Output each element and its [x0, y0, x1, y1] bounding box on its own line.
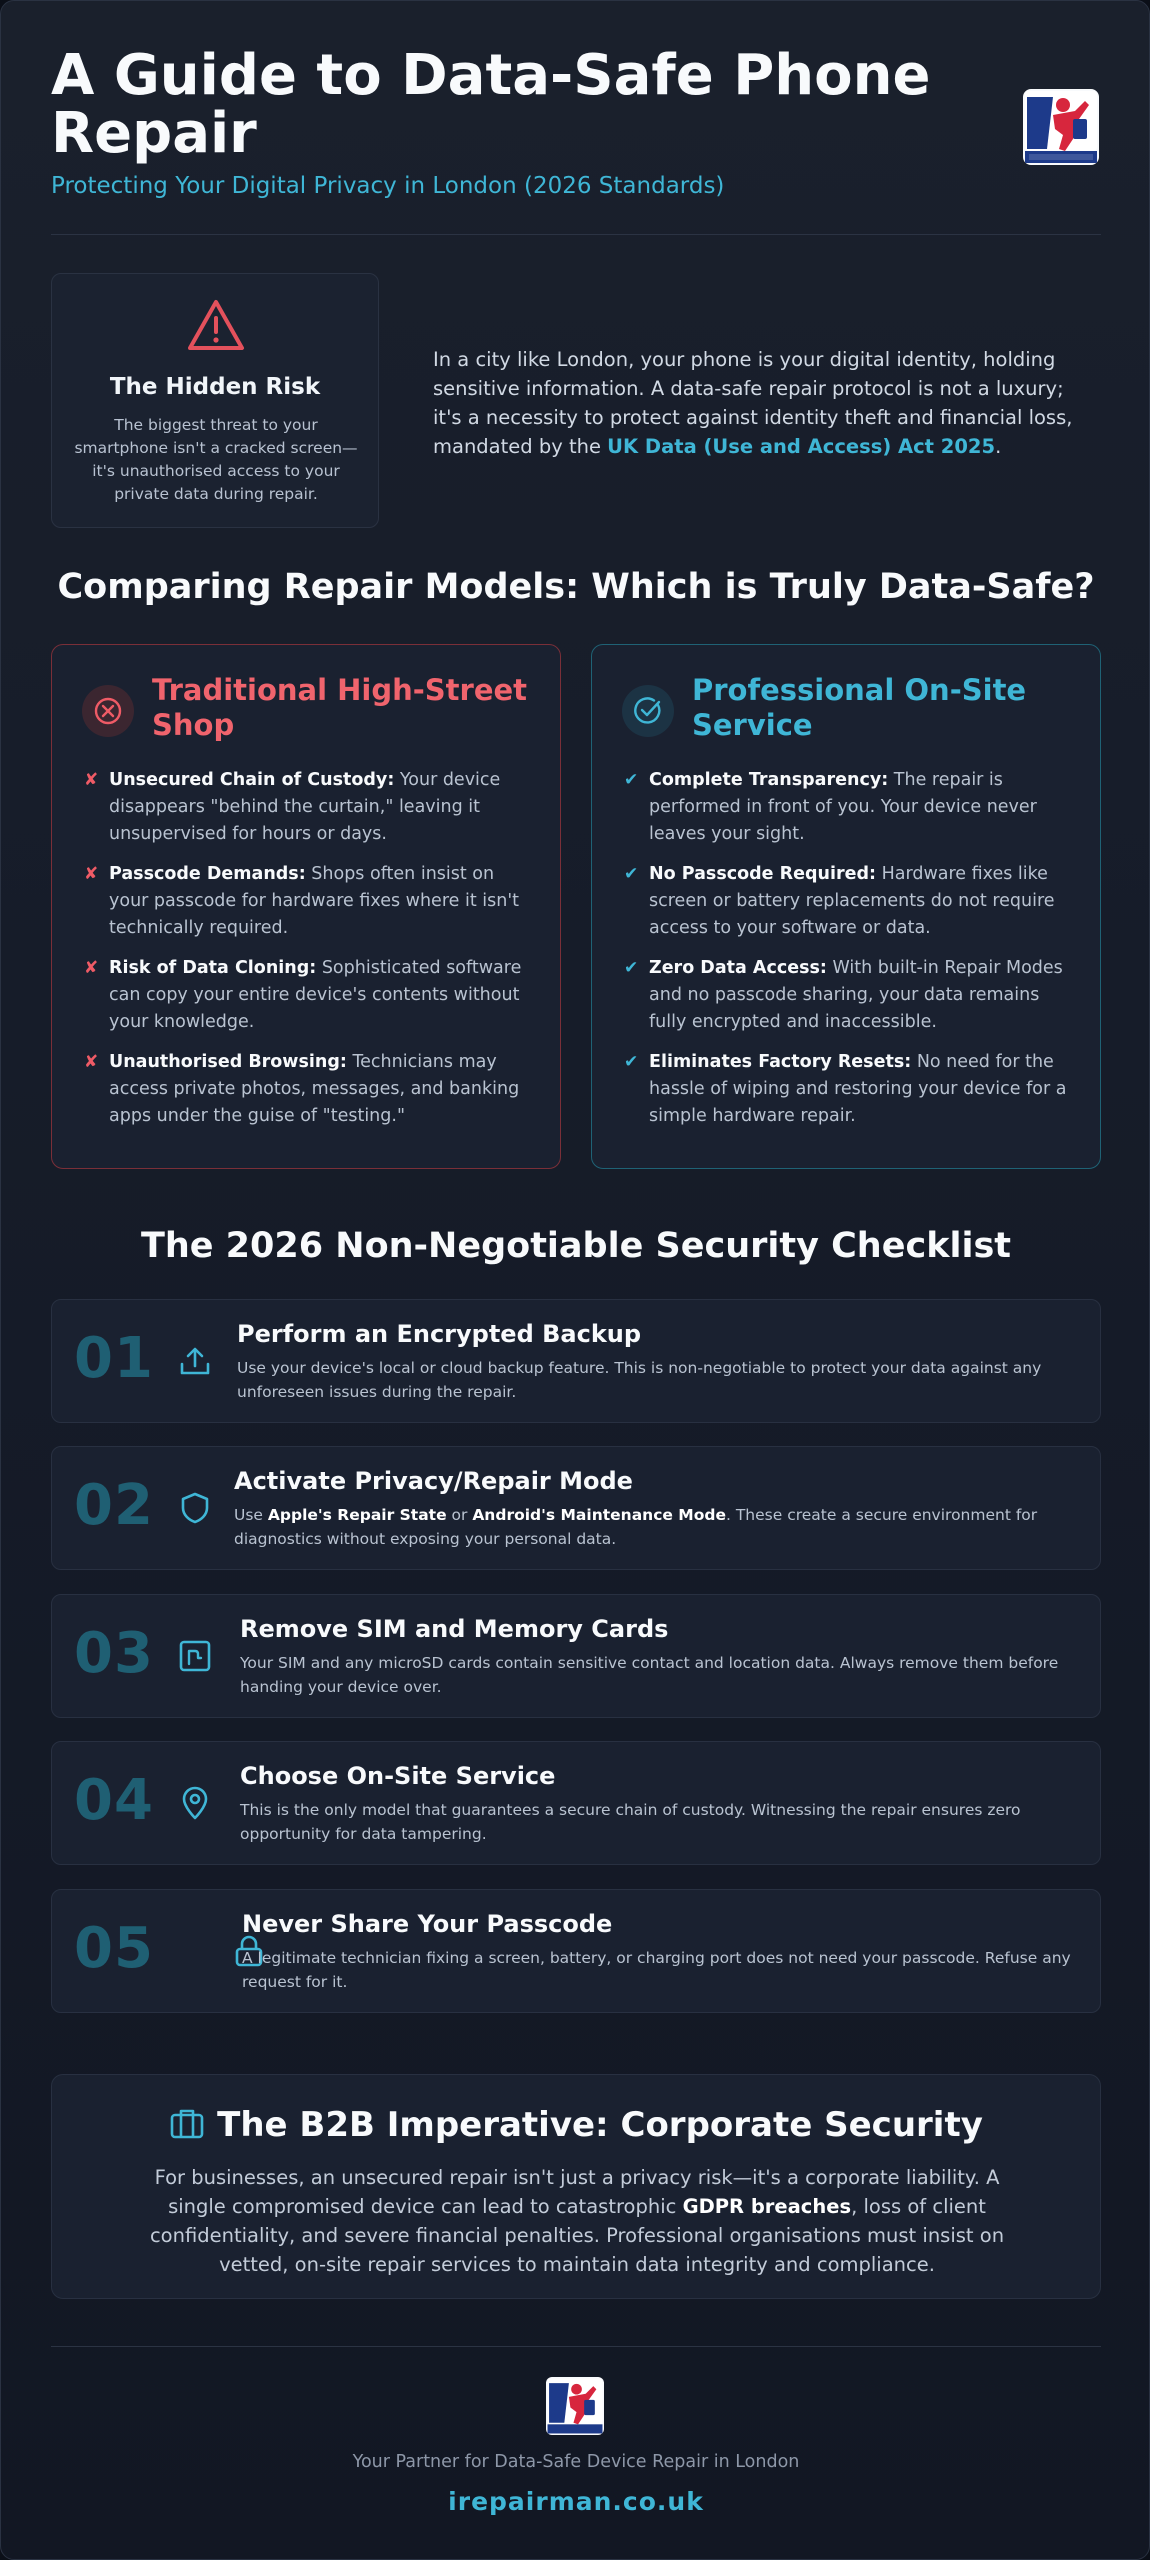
traditional-shop-title: Traditional High-Street Shop	[152, 673, 528, 742]
b2b-text-part: For businesses, an unsecured repair isn't just a privacy risk—it's a corporate liability. A single compromised device can lead to catastrophic	[154, 2166, 1000, 2218]
cross-mark-icon: ✘	[84, 770, 99, 790]
checklist-step-2	[51, 1446, 1101, 1570]
check-mark-icon: ✔	[624, 958, 639, 978]
traditional-shop-card	[51, 644, 561, 1169]
list-item	[84, 861, 534, 942]
list-item	[624, 1049, 1074, 1130]
footer-tagline: Your Partner for Data-Safe Device Repair in London	[352, 2452, 800, 2472]
list-item	[624, 767, 1074, 848]
cross-mark-icon: ✘	[84, 958, 99, 978]
shield-icon	[176, 1489, 214, 1527]
page-title: A Guide to Data-Safe Phone Repair	[51, 43, 931, 166]
desc-bold: Android's Maintenance Mode	[472, 1506, 726, 1524]
b2b-text	[142, 2163, 1012, 2279]
step-number: 05	[74, 1916, 154, 1981]
warning-triangle-icon	[186, 298, 246, 358]
act-highlight: UK Data (Use and Access) Act 2025	[607, 435, 996, 458]
b2b-title: The B2B Imperative: Corporate Security	[217, 2105, 983, 2145]
hidden-risk-text: The biggest threat to your smartphone isn't a cracked screen—it's unauthorised access to your private data during repair.	[74, 416, 358, 503]
website-link[interactable]: irepairman.co.uk	[448, 2487, 704, 2516]
checklist-heading: The 2026 Non-Negotiable Security Checklist	[140, 1226, 1012, 1266]
desc-part: . These create a secure environment for diagnostics without exposing your personal data.	[234, 1506, 1038, 1548]
footer-divider	[51, 2346, 1101, 2347]
circle-check-icon	[622, 685, 674, 737]
list-item	[624, 861, 1074, 942]
sim-card-icon	[176, 1637, 214, 1675]
item-label: Passcode Demands:	[109, 864, 306, 884]
item-text: Your device disappears "behind the curtain," leaving it unsupervised for hours or days.	[109, 770, 501, 844]
gdpr-highlight: GDPR breaches	[682, 2195, 852, 2218]
b2b-card	[51, 2074, 1101, 2299]
checklist-step-3	[51, 1594, 1101, 1718]
intro-text: In a city like London, your phone is your digital identity, holding sensitive information. A data-safe repair protocol is not a luxury; it's a necessity to protect against identity theft and financial loss, mandated by the	[433, 348, 1073, 458]
item-label: Risk of Data Cloning:	[109, 958, 317, 978]
step-description: Your SIM and any microSD cards contain sensitive contact and location data. Always remove them before handing your device over.	[240, 1654, 1059, 1696]
circle-x-icon	[82, 685, 134, 737]
item-label: Zero Data Access:	[649, 958, 827, 978]
intro-end: .	[995, 435, 1002, 458]
intro-paragraph	[433, 345, 1093, 461]
brand-logo	[1023, 89, 1099, 165]
onsite-service-card	[591, 644, 1101, 1169]
step-number: 01	[74, 1326, 154, 1391]
item-text: No need for the hassle of wiping and restoring your device for a simple hardware repair.	[649, 1052, 1067, 1126]
checklist-step-1	[51, 1299, 1101, 1423]
item-text: Shops often insist on your passcode for hardware fixes where it isn't technically required.	[109, 864, 519, 938]
step-title: Activate Privacy/Repair Mode	[234, 1467, 633, 1495]
desc-bold: Apple's Repair State	[267, 1506, 447, 1524]
item-text: With built-in Repair Modes and no passcode sharing, your data remains fully encrypted and inaccessible.	[649, 958, 1063, 1032]
compare-heading: Comparing Repair Models: Which is Truly Data-Safe?	[57, 567, 1095, 607]
step-description	[234, 1503, 1064, 1551]
step-title: Choose On-Site Service	[240, 1762, 556, 1790]
b2b-text-part: , loss of client confidentiality, and severe financial penalties. Professional organisations must insist on vetted, on-site repair services to maintain data integrity and compliance.	[149, 2195, 1005, 2276]
cross-mark-icon: ✘	[84, 1052, 99, 1072]
checklist-step-5	[51, 1889, 1101, 2013]
item-label: Complete Transparency:	[649, 770, 889, 790]
item-text: The repair is performed in front of you. Your device never leaves your sight.	[649, 770, 1037, 844]
desc-part: Use	[234, 1506, 268, 1524]
step-description: Use your device's local or cloud backup feature. This is non-negotiable to protect your data against any unforeseen issues during the repair.	[237, 1359, 1042, 1401]
item-label: No Passcode Required:	[649, 864, 876, 884]
list-item	[84, 1049, 534, 1130]
check-mark-icon: ✔	[624, 864, 639, 884]
list-item	[84, 767, 534, 848]
item-text: Sophisticated software can copy your entire device's contents without your knowledge.	[109, 958, 522, 1032]
hidden-risk-card	[51, 273, 379, 528]
item-label: Unauthorised Browsing:	[109, 1052, 347, 1072]
item-label: Unsecured Chain of Custody:	[109, 770, 395, 790]
hidden-risk-title: The Hidden Risk	[109, 374, 321, 400]
step-number: 02	[74, 1473, 154, 1538]
step-title: Remove SIM and Memory Cards	[240, 1615, 669, 1643]
step-title: Perform an Encrypted Backup	[237, 1320, 642, 1348]
cross-mark-icon: ✘	[84, 864, 99, 884]
step-description: This is the only model that guarantees a secure chain of custody. Witnessing the repair ensures zero opportunity for data tampering.	[240, 1801, 1021, 1843]
onsite-service-title: Professional On-Site Service	[692, 673, 1027, 742]
checklist-step-4	[51, 1741, 1101, 1865]
upload-icon	[176, 1342, 214, 1380]
step-number: 04	[74, 1768, 154, 1833]
page-subtitle: Protecting Your Digital Privacy in London (2026 Standards)	[51, 173, 725, 199]
list-item	[624, 955, 1074, 1036]
list-item	[84, 955, 534, 1036]
step-title: Never Share Your Passcode	[242, 1910, 613, 1938]
step-number: 03	[74, 1621, 154, 1686]
step-description: A legitimate technician fixing a screen, battery, or charging port does not need your passcode. Refuse any request for it.	[242, 1949, 1071, 1991]
header-divider	[51, 234, 1101, 235]
item-text: Hardware fixes like screen or battery replacements do not require access to your software or data.	[649, 864, 1055, 938]
item-label: Eliminates Factory Resets:	[649, 1052, 912, 1072]
desc-part: or	[446, 1506, 473, 1524]
check-mark-icon: ✔	[624, 770, 639, 790]
item-text: Technicians may access private photos, messages, and banking apps under the guise of "testing."	[109, 1052, 520, 1126]
check-mark-icon: ✔	[624, 1052, 639, 1072]
b2b-heading	[52, 2105, 1100, 2149]
location-pin-icon	[176, 1784, 214, 1822]
briefcase-icon	[169, 2106, 205, 2149]
footer-brand-logo	[546, 2377, 604, 2435]
